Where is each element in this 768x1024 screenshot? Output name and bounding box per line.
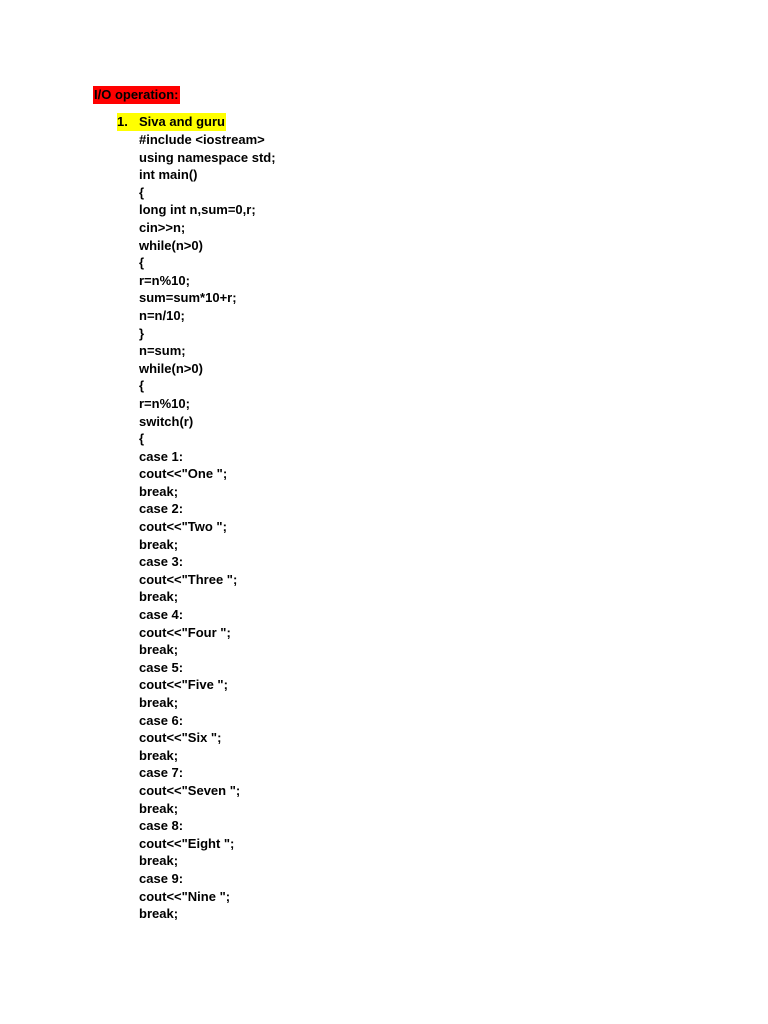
code-line: #include <iostream> [139, 132, 265, 147]
code-line: cout<<"Eight "; [139, 835, 235, 851]
code-line: break; [139, 800, 179, 816]
code-line: cout<<"Two "; [139, 519, 227, 535]
code-line: cout<<"Nine "; [139, 888, 231, 904]
code-line: break; [139, 853, 179, 869]
code-line: n=sum; [139, 343, 186, 359]
code-line: case 8: [139, 818, 184, 834]
section-heading: I/O operation: [94, 87, 179, 102]
code-line: switch(r) [139, 413, 194, 429]
code-line: case 3: [139, 554, 184, 570]
code-line: cout<<"Four "; [139, 624, 231, 640]
code-line: cout<<"Six "; [139, 730, 222, 746]
code-line: case 6: [139, 712, 184, 728]
code-line: using namespace std; [139, 149, 276, 165]
code-line: while(n>0) [139, 360, 203, 376]
code-line: case 4: [139, 607, 184, 623]
code-line: case 5: [139, 659, 184, 675]
code-line: break; [139, 483, 179, 499]
code-line: break; [139, 695, 179, 710]
code-line: cout<<"Five "; [139, 677, 228, 693]
code-line: while(n>0) [139, 237, 203, 253]
code-line: case 9: [139, 870, 184, 886]
list-title: Siva and guru [139, 114, 225, 129]
code-line: { [139, 255, 145, 271]
code-line: n=n/10; [139, 307, 185, 323]
code-line: case 7: [139, 765, 184, 781]
code-line: long int n,sum=0,r; [139, 202, 256, 218]
code-line: case 1: [139, 448, 184, 464]
code-line: break; [139, 747, 179, 763]
code-line: cin>>n; [139, 219, 186, 235]
code-block [139, 131, 276, 923]
code-line: r=n%10; [139, 395, 190, 411]
list-number: 1. [117, 114, 128, 129]
code-line: r=n%10; [139, 272, 190, 288]
list-item-title [117, 113, 226, 131]
code-line: cout<<"Three "; [139, 571, 238, 587]
code-line: case 2: [139, 501, 184, 517]
code-line: cout<<"Seven "; [139, 782, 241, 798]
code-line: break; [139, 642, 179, 658]
code-line: { [139, 431, 145, 447]
code-line: sum=sum*10+r; [139, 290, 237, 306]
code-line: { [139, 378, 145, 394]
code-line: cout<<"One "; [139, 466, 228, 482]
code-line: int main() [139, 167, 198, 183]
code-line: break; [139, 589, 179, 605]
code-line: } [139, 325, 145, 341]
code-line: break; [139, 906, 179, 922]
code-line: break; [139, 536, 179, 552]
code-line: { [139, 184, 145, 200]
